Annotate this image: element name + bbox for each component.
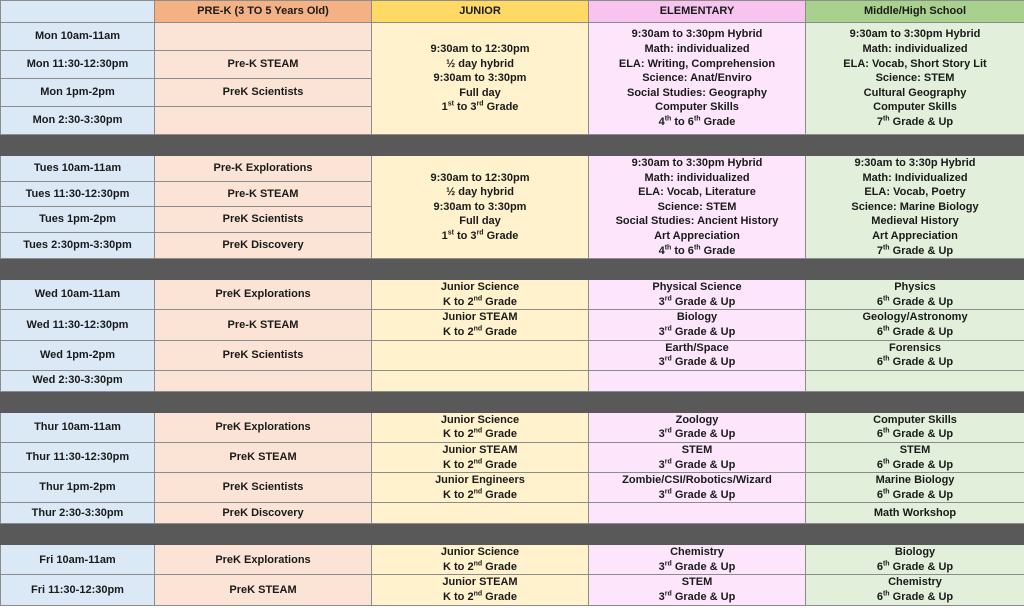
cell-line: Physical Science — [652, 281, 742, 294]
cell-line: Medieval History — [871, 215, 959, 228]
table-row — [1, 156, 1024, 182]
prek-cell: PreK Scientists — [155, 79, 372, 107]
cell-line: 7th Grade & Up — [876, 115, 954, 128]
middle-high-cell — [806, 442, 1024, 472]
thursday-rows — [1, 412, 1024, 524]
cell-line: K to 2nd Grade — [443, 560, 517, 573]
time-cell: Thur 11:30-12:30pm — [1, 442, 155, 472]
header-junior: JUNIOR — [372, 1, 589, 23]
cell-line: Math: individualized — [862, 43, 968, 56]
cell-line: Art Appreciation — [654, 229, 740, 242]
cell-line: Computer Skills — [873, 101, 957, 114]
cell-line: Junior Science — [440, 281, 520, 294]
day-separator — [1, 135, 1024, 156]
prek-cell: PreK STEAM — [155, 575, 372, 605]
middle-high-cell — [806, 473, 1024, 503]
cell-line: 6th Grade & Up — [876, 488, 954, 501]
cell-line: Cultural Geography — [863, 86, 967, 99]
time-cell: Tues 2:30pm-3:30pm — [1, 232, 155, 259]
cell-line: 3rd Grade & Up — [658, 457, 736, 471]
middle-high-cell — [806, 370, 1024, 391]
cell-line: 9:30am to 3:30pm Hybrid — [849, 28, 981, 41]
day-separator — [1, 391, 1024, 412]
time-cell: Thur 10am-11am — [1, 412, 155, 442]
friday-rows — [1, 545, 1024, 605]
cell-line: Forensics — [889, 341, 941, 354]
cell-line: 9:30am to 12:30pm — [430, 171, 530, 184]
cell-line: Junior Science — [440, 413, 520, 426]
table-row — [1, 412, 1024, 442]
cell-line: Science: STEM — [657, 200, 737, 213]
cell-line: Zoology — [675, 413, 719, 426]
separator-group — [1, 524, 1024, 545]
cell-line: Science: Anat/Enviro — [642, 72, 752, 85]
cell-line: 9:30am to 12:30pm — [430, 43, 530, 56]
cell-line: 3rd Grade & Up — [658, 488, 736, 501]
cell-line: Math: individualized — [644, 43, 750, 56]
cell-line: Geology/Astronomy — [862, 311, 968, 324]
table-row — [1, 340, 1024, 370]
cell-line: 7th Grade & Up — [876, 243, 954, 257]
header-time — [1, 1, 155, 23]
cell-line: 4th to 6th Grade — [658, 243, 736, 257]
elementary-block-mon — [589, 23, 806, 135]
cell-line: 3rd Grade & Up — [658, 427, 736, 441]
middle-high-cell — [806, 575, 1024, 605]
time-cell: Tues 1pm-2pm — [1, 207, 155, 233]
elementary-cell — [589, 503, 806, 524]
cell-line: 6th Grade & Up — [876, 560, 954, 573]
cell-line: 6th Grade & Up — [876, 427, 954, 441]
cell-line: Junior STEAM — [442, 576, 518, 589]
cell-line: Full day — [459, 215, 501, 228]
time-cell: Mon 2:30-3:30pm — [1, 107, 155, 135]
cell-line: 6th Grade & Up — [876, 325, 954, 338]
header-middle-high: Middle/High School — [806, 1, 1024, 23]
elementary-cell — [589, 310, 806, 340]
cell-line: Earth/Space — [665, 341, 729, 354]
elementary-cell — [589, 442, 806, 472]
table-row — [1, 473, 1024, 503]
table-row — [1, 442, 1024, 472]
cell-line: Math Workshop — [873, 506, 957, 519]
middle-high-cell — [806, 545, 1024, 575]
cell-line: 9:30am to 3:30pm — [433, 200, 527, 213]
junior-cell — [372, 575, 589, 605]
header-elementary: ELEMENTARY — [589, 1, 806, 23]
middle-high-cell — [806, 280, 1024, 310]
cell-line: 6th Grade & Up — [876, 457, 954, 471]
table-row — [1, 545, 1024, 575]
cell-line: 3rd Grade & Up — [658, 560, 736, 573]
cell-line: STEM — [681, 576, 713, 589]
middle-high-cell — [806, 503, 1024, 524]
junior-block-mon — [372, 23, 589, 135]
elementary-block-tue — [589, 156, 806, 259]
cell-line: Math: Individualized — [862, 171, 968, 184]
cell-line: 9:30am to 3:30pm — [433, 72, 527, 85]
junior-cell — [372, 503, 589, 524]
header-row — [1, 1, 1024, 23]
time-cell: Thur 2:30-3:30pm — [1, 503, 155, 524]
cell-line: Computer Skills — [655, 101, 739, 114]
time-cell: Fri 11:30-12:30pm — [1, 575, 155, 605]
cell-line: Social Studies: Geography — [627, 86, 767, 99]
day-separator — [1, 524, 1024, 545]
time-cell: Tues 11:30-12:30pm — [1, 181, 155, 207]
cell-line: 3rd Grade & Up — [658, 355, 736, 369]
middle-high-cell — [806, 412, 1024, 442]
junior-cell — [372, 473, 589, 503]
cell-line: 9:30am to 3:30p Hybrid — [854, 157, 976, 169]
prek-cell: Pre-K Explorations — [155, 156, 372, 182]
day-separator — [1, 259, 1024, 280]
table-row — [1, 310, 1024, 340]
junior-cell — [372, 340, 589, 370]
cell-line: Full day — [459, 86, 501, 99]
elementary-cell — [589, 545, 806, 575]
cell-line: 3rd Grade & Up — [658, 295, 736, 308]
prek-cell: PreK Scientists — [155, 207, 372, 233]
elementary-cell — [589, 473, 806, 503]
cell-line: Computer Skills — [873, 413, 957, 426]
junior-cell — [372, 412, 589, 442]
prek-cell — [155, 107, 372, 135]
prek-cell: PreK Discovery — [155, 503, 372, 524]
cell-line: 9:30am to 3:30pm Hybrid — [631, 157, 763, 169]
separator-group — [1, 391, 1024, 412]
prek-cell: PreK Scientists — [155, 340, 372, 370]
elementary-cell — [589, 370, 806, 391]
cell-line: Social Studies: Ancient History — [615, 215, 779, 228]
cell-line: ½ day hybrid — [446, 57, 514, 70]
elementary-cell — [589, 412, 806, 442]
elementary-cell — [589, 575, 806, 605]
table-row — [1, 280, 1024, 310]
cell-line: Math: individualized — [644, 171, 750, 184]
middle-high-block-mon — [806, 23, 1024, 135]
table-row — [1, 370, 1024, 391]
cell-line: 6th Grade & Up — [876, 590, 954, 604]
cell-line: 6th Grade & Up — [876, 355, 954, 369]
time-cell: Wed 10am-11am — [1, 280, 155, 310]
junior-cell — [372, 545, 589, 575]
time-cell: Tues 10am-11am — [1, 156, 155, 182]
time-cell: Wed 1pm-2pm — [1, 340, 155, 370]
cell-line: Biology — [894, 546, 936, 559]
cell-line: ELA: Vocab, Poetry — [864, 186, 966, 199]
time-cell: Wed 11:30-12:30pm — [1, 310, 155, 340]
prek-cell: Pre-K STEAM — [155, 181, 372, 207]
table-row — [1, 575, 1024, 605]
prek-cell: PreK Explorations — [155, 412, 372, 442]
cell-line: Science: Marine Biology — [851, 200, 979, 213]
cell-line: Chemistry — [888, 576, 942, 589]
time-cell: Wed 2:30-3:30pm — [1, 370, 155, 391]
prek-cell: Pre-K STEAM — [155, 51, 372, 79]
elementary-cell — [589, 340, 806, 370]
prek-cell — [155, 370, 372, 391]
cell-line: ELA: Vocab, Short Story Lit — [843, 57, 987, 70]
time-cell: Fri 10am-11am — [1, 545, 155, 575]
time-cell: Mon 1pm-2pm — [1, 79, 155, 107]
junior-block-tue — [372, 156, 589, 259]
cell-line: K to 2nd Grade — [443, 325, 517, 338]
cell-line: Junior STEAM — [442, 443, 518, 456]
cell-line: 3rd Grade & Up — [658, 325, 736, 338]
junior-cell — [372, 280, 589, 310]
middle-high-cell — [806, 340, 1024, 370]
middle-high-cell — [806, 310, 1024, 340]
prek-cell: Pre-K STEAM — [155, 310, 372, 340]
cell-line: STEM — [681, 443, 713, 456]
cell-line: K to 2nd Grade — [443, 427, 517, 441]
table-row — [1, 503, 1024, 524]
prek-cell — [155, 23, 372, 51]
cell-line: K to 2nd Grade — [443, 295, 517, 308]
time-cell: Mon 11:30-12:30pm — [1, 51, 155, 79]
time-cell: Thur 1pm-2pm — [1, 473, 155, 503]
cell-line: Physics — [894, 281, 936, 294]
cell-line: K to 2nd Grade — [443, 457, 517, 471]
cell-line: Science: STEM — [875, 72, 955, 85]
cell-line: Art Appreciation — [872, 229, 958, 242]
prek-cell: PreK Explorations — [155, 280, 372, 310]
header-prek: PRE-K (3 TO 5 Years Old) — [155, 1, 372, 23]
cell-line: STEM — [899, 443, 931, 456]
cell-line: Zombie/CSI/Robotics/Wizard — [622, 474, 772, 487]
cell-line: ½ day hybrid — [446, 186, 514, 199]
prek-cell: PreK Scientists — [155, 473, 372, 503]
cell-line: 4th to 6th Grade — [658, 115, 736, 128]
cell-line: Junior Science — [440, 546, 520, 559]
junior-cell — [372, 442, 589, 472]
cell-line: 9:30am to 3:30pm Hybrid — [631, 28, 763, 41]
cell-line: Junior Engineers — [435, 474, 525, 487]
table-row — [1, 23, 1024, 51]
prek-cell: PreK Explorations — [155, 545, 372, 575]
prek-cell: PreK Discovery — [155, 232, 372, 259]
cell-line: K to 2nd Grade — [443, 590, 517, 604]
cell-line: K to 2nd Grade — [443, 488, 517, 501]
time-cell: Mon 10am-11am — [1, 23, 155, 51]
prek-cell: PreK STEAM — [155, 442, 372, 472]
middle-high-block-tue — [806, 156, 1024, 259]
cell-line: 1st to 3rd Grade — [441, 100, 519, 114]
cell-line: Biology — [676, 311, 718, 324]
cell-line: Chemistry — [670, 546, 724, 559]
junior-cell — [372, 310, 589, 340]
junior-cell — [372, 370, 589, 391]
cell-line: ELA: Vocab, Literature — [638, 186, 756, 199]
cell-line: 6th Grade & Up — [876, 295, 954, 308]
cell-line: Junior STEAM — [442, 311, 518, 324]
elementary-cell — [589, 280, 806, 310]
cell-line: 1st to 3rd Grade — [441, 229, 519, 242]
cell-line: Marine Biology — [875, 474, 955, 487]
cell-line: ELA: Writing, Comprehension — [618, 57, 776, 70]
wednesday-rows — [1, 280, 1024, 392]
cell-line: 3rd Grade & Up — [658, 590, 736, 604]
